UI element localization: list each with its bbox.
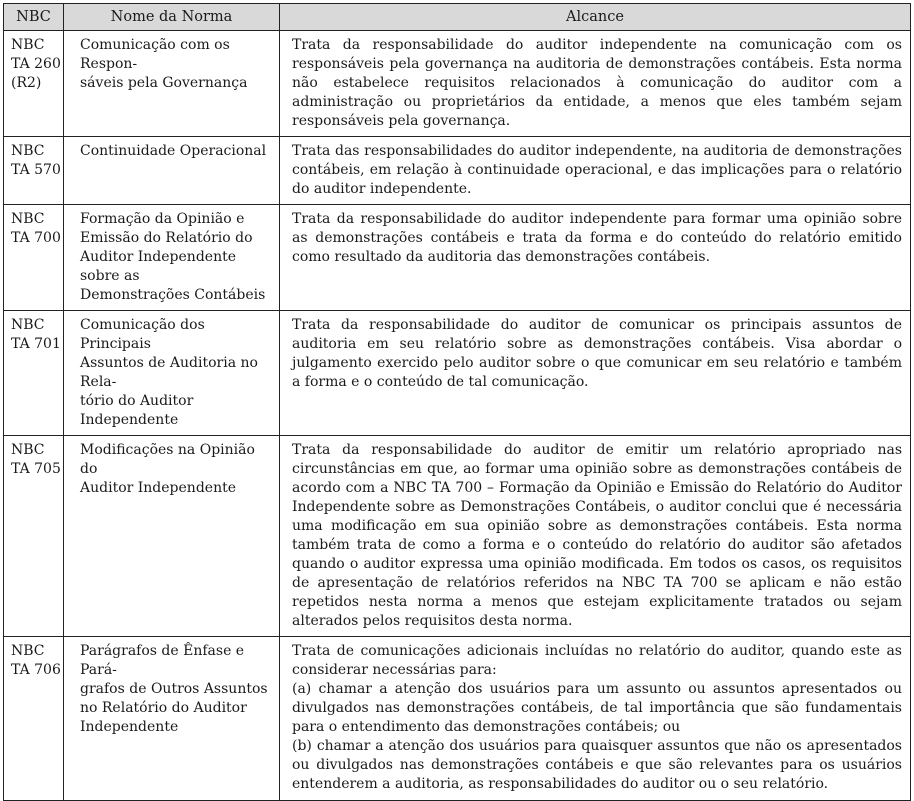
norm-name-cell [64, 637, 280, 801]
norm-name-line: no Relatório do Auditor [80, 700, 247, 716]
scope-item-a: (a) chamar a atenção dos usuários para um assunto ou assuntos apresentados ou divulgados nas demonstrações contábeis, de tal importância que são fundamentais para o entendimento das demonstrações contábeis; ou [292, 681, 902, 735]
table-row [4, 31, 911, 137]
norm-name-line: Comunicação dos Principais [80, 317, 205, 352]
header-row [4, 4, 911, 31]
table-row [4, 205, 911, 311]
header-name: Nome da Norma [64, 4, 280, 31]
scope-intro: Trata de comunicações adicionais incluídas no relatório do auditor, quando este as considerar necessárias para: [292, 643, 902, 678]
nbc-code-line: TA 260 [11, 56, 61, 72]
norm-name-line: Demonstrações Contábeis [80, 287, 266, 303]
scope-cell: Trata da responsabilidade do auditor de comunicar os principais assuntos de auditoria em seu relatório sobre as demonstrações contábeis. Visa abordar o julgamento exercido pelo auditor sobre o que comunicar em seu relatório e também a forma e o conteúdo de tal comunicação. [280, 311, 911, 436]
nbc-code-line: NBC [11, 442, 45, 458]
norm-name-line: Independente [80, 719, 179, 735]
nbc-code-cell [4, 137, 64, 205]
nbc-code-line: NBC [11, 211, 45, 227]
norm-name-line: Comunicação com os Respon- [80, 37, 230, 72]
norm-name-line: Parágrafos de Ênfase e Pará- [80, 643, 245, 678]
norm-name-line: sáveis pela Governança [80, 75, 248, 91]
norm-name-cell [64, 137, 280, 205]
norm-name-line: Auditor Independente [80, 480, 236, 496]
nbc-code-line: NBC [11, 317, 45, 333]
nbc-code-cell [4, 637, 64, 801]
norm-name-cell [64, 311, 280, 436]
norm-name-line: tório do Auditor Independente [80, 393, 194, 428]
nbc-code-line: TA 706 [11, 662, 61, 678]
nbc-code-line: TA 570 [11, 162, 61, 178]
table-row [4, 311, 911, 436]
scope-cell: Trata da responsabilidade do auditor independente na comunicação com os responsáveis pela governança na auditoria de demonstrações contábeis. Esta norma não estabelece requisitos relacionados à comunicação do auditor com a administração ou proprietários da entidade, a menos que eles também sejam responsáveis pela governança. [280, 31, 911, 137]
header-scope: Alcance [280, 4, 911, 31]
scope-cell: Trata da responsabilidade do auditor independente para formar uma opinião sobre as demonstrações contábeis e trata da forma e do conteúdo do relatório emitido como resultado da auditoria das demonstrações contábeis. [280, 205, 911, 311]
scope-cell: Trata das responsabilidades do auditor independente, na auditoria de demonstrações contábeis, em relação à continuidade operacional, e das implicações para o relatório do auditor independente. [280, 137, 911, 205]
norm-name-line: Continuidade Operacional [80, 143, 267, 159]
nbc-code-line: NBC [11, 143, 45, 159]
scope-cell [280, 637, 911, 801]
norm-name-cell [64, 205, 280, 311]
nbc-code-line: (R2) [11, 75, 42, 91]
nbc-code-cell [4, 311, 64, 436]
norm-name-cell [64, 436, 280, 637]
norm-name-line: Formação da Opinião e [80, 211, 245, 227]
norm-name-line: grafos de Outros Assuntos [80, 681, 268, 697]
nbc-code-line: TA 700 [11, 230, 61, 246]
nbc-code-cell [4, 31, 64, 137]
norm-name-line: Assuntos de Auditoria no Rela- [80, 355, 258, 390]
nbc-code-line: TA 705 [11, 461, 61, 477]
table-row [4, 137, 911, 205]
nbc-code-line: TA 701 [11, 336, 61, 352]
nbc-code-line: NBC [11, 37, 45, 53]
table-row [4, 637, 911, 801]
header-nbc: NBC [4, 4, 64, 31]
nbc-code-cell [4, 436, 64, 637]
norm-name-line: Modificações na Opinião do [80, 442, 255, 477]
scope-cell: Trata da responsabilidade do auditor de emitir um relatório apropriado nas circunstâncias em que, ao formar uma opinião sobre as demonstrações contábeis de acordo com a NBC TA 700 – Formação da Opinião e Emissão do Relatório do Auditor Independente sobre as Demonstrações Contábeis, o auditor conclui que é necessária uma modificação em sua opinião sobre as demonstrações contábeis. Esta norma também trata de como a forma e o conteúdo do relatório do auditor são afetados quando o auditor expressa uma opinião modificada. Em todos os casos, os requisitos de apresentação de relatórios referidos na NBC TA 700 se aplicam e não estão repetidos nesta norma a menos que estejam explicitamente tratados ou sejam alterados pelos requisitos desta norma. [280, 436, 911, 637]
norm-name-line: Emissão do Relatório do [80, 230, 253, 246]
nbc-code-line: NBC [11, 643, 45, 659]
norm-name-cell [64, 31, 280, 137]
norm-name-line: Auditor Independente sobre as [80, 249, 236, 284]
scope-item-b: (b) chamar a atenção dos usuários para quaisquer assuntos que não os apresentados ou divulgados nas demonstrações contábeis e que são relevantes para os usuários entenderem a auditoria, as responsabilidades do auditor ou o seu relatório. [292, 738, 902, 792]
table-row [4, 436, 911, 637]
nbc-standards-table [3, 3, 911, 801]
nbc-code-cell [4, 205, 64, 311]
